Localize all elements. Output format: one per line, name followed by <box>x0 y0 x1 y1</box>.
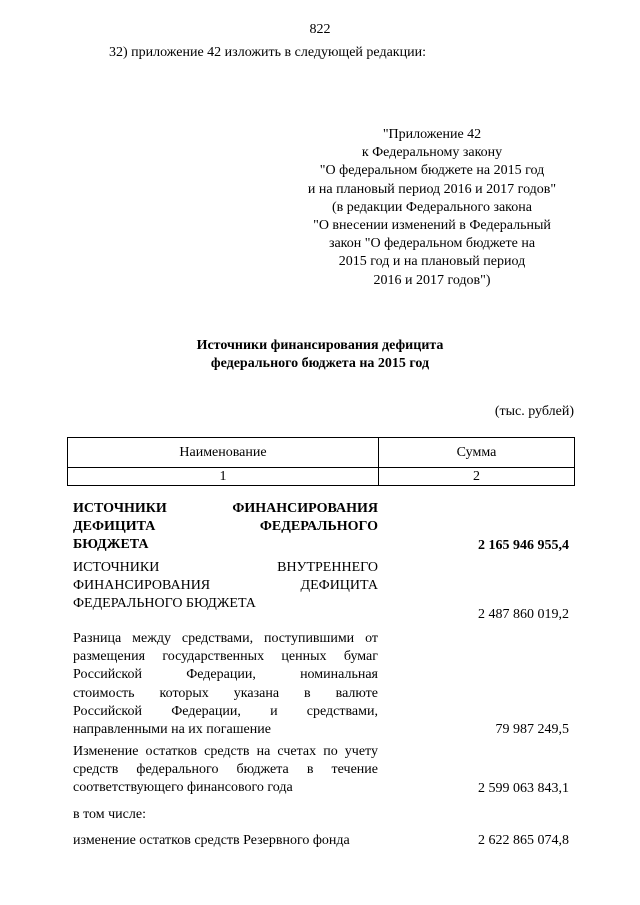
table-row <box>73 559 569 624</box>
row-name-line: изменение остатков средств Резервного фонда <box>73 833 350 848</box>
row-name-line: ИСТОЧНИКИ ФИНАНСИРОВАНИЯ <box>73 501 378 516</box>
row-name-line: направленными на их погашение <box>73 722 271 738</box>
appendix-line: закон "О федеральном бюджете на <box>328 236 536 252</box>
row-amount: 2 487 860 019,2 <box>478 607 569 622</box>
appendix-line: 2016 и 2017 годов") <box>373 272 491 288</box>
row-amount: 79 987 249,5 <box>495 722 569 738</box>
document-title <box>0 337 640 373</box>
table-header <box>67 437 575 486</box>
appendix-line: "Приложение 42 <box>382 127 482 142</box>
appendix-reference <box>280 126 584 290</box>
column-number-amount: 2 <box>379 468 575 486</box>
row-name-line: в том числе: <box>73 807 146 822</box>
column-header-amount: Сумма <box>379 438 575 468</box>
row-name-line: ФИНАНСИРОВАНИЯ ДЕФИЦИТА <box>73 578 378 594</box>
title-line: Источники финансирования дефицита <box>196 338 444 353</box>
row-name <box>73 806 378 824</box>
row-name-line: Российской Федерации, номинальная <box>73 667 378 683</box>
appendix-line: "О внесении изменений в Федеральный <box>313 218 551 234</box>
table-row <box>73 832 569 850</box>
row-name-line: соответствующего финансового года <box>73 780 293 796</box>
row-name-line: ИСТОЧНИКИ ВНУТРЕННЕГО <box>73 560 378 575</box>
row-name-line: средств федерального бюджета в течение <box>73 762 378 778</box>
row-name <box>73 832 393 850</box>
row-amount: 2 599 063 843,1 <box>478 780 569 796</box>
row-name <box>73 500 378 555</box>
appendix-line: "О федеральном бюджете на 2015 год <box>319 163 545 179</box>
table-row <box>73 806 569 824</box>
page-number: 822 <box>309 22 331 37</box>
table-row <box>73 500 569 555</box>
title-line: федерального бюджета на 2015 год <box>210 356 430 371</box>
row-name <box>73 743 378 798</box>
row-name <box>73 559 378 614</box>
appendix-line: к Федеральному закону <box>361 145 503 161</box>
row-name-line: ДЕФИЦИТА ФЕДЕРАЛЬНОГО <box>73 519 378 535</box>
row-name-line: ФЕДЕРАЛЬНОГО БЮДЖЕТА <box>73 596 256 612</box>
row-name-line: стоимость которых указана в валюте <box>73 685 378 701</box>
row-name-line: Российской Федерации, и средствами, <box>73 703 378 719</box>
units-label: (тыс. рублей) <box>494 404 574 419</box>
row-name-line: Изменение остатков средств на счетах по учету <box>73 744 378 759</box>
column-header-name: Наименование <box>68 438 379 468</box>
amendment-instruction: 32) приложение 42 изложить в следующей редакции: <box>109 45 426 60</box>
column-number-name: 1 <box>68 468 379 486</box>
row-name-line: размещения государственных ценных бумаг <box>73 649 378 665</box>
appendix-line: и на плановый период 2016 и 2017 годов" <box>307 181 557 197</box>
appendix-line: (в редакции Федерального закона <box>332 199 532 215</box>
table-row <box>73 630 569 739</box>
row-amount: 2 165 946 955,4 <box>478 537 569 553</box>
table-row <box>73 743 569 798</box>
row-name-line: Разница между средствами, поступившими от <box>73 631 378 646</box>
row-name-line: БЮДЖЕТА <box>73 537 149 553</box>
row-amount: 2 622 865 074,8 <box>478 833 569 849</box>
appendix-line: 2015 год и на плановый период <box>338 254 526 270</box>
row-name <box>73 630 378 739</box>
